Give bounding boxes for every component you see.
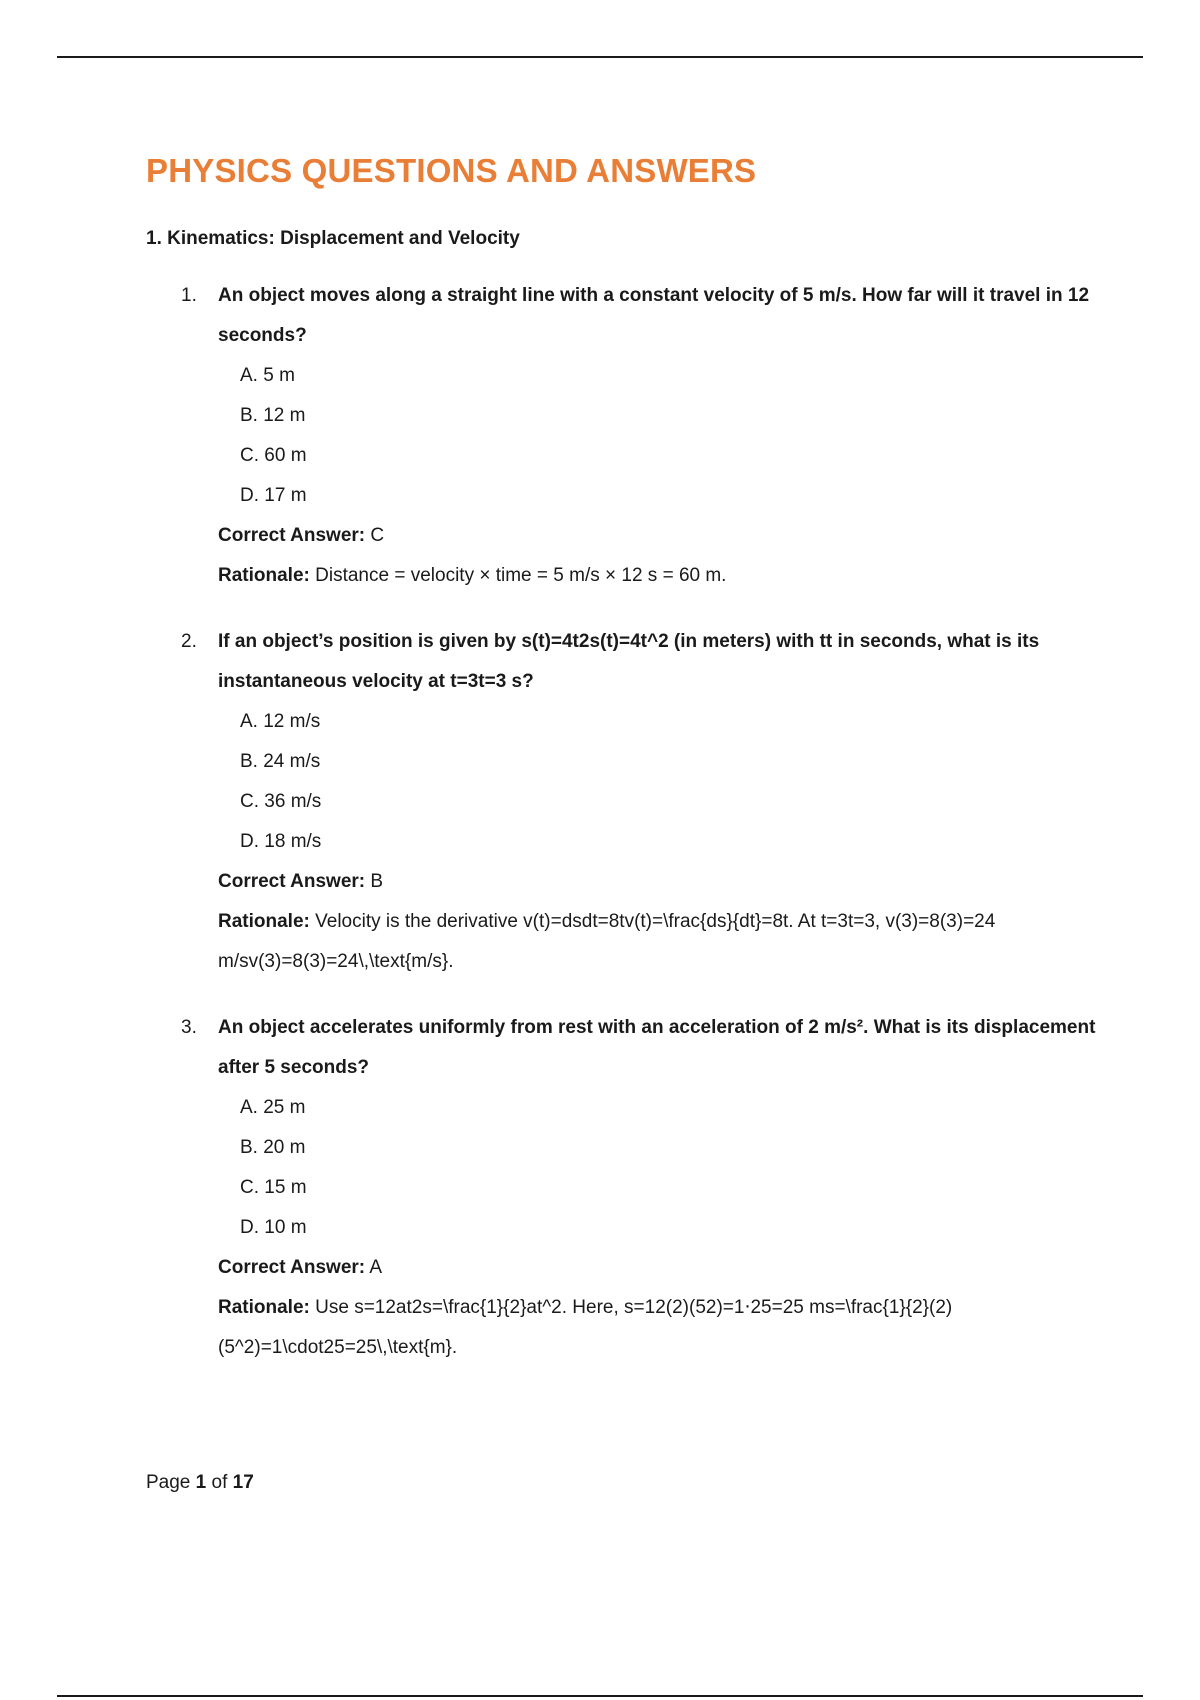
rationale-label: Rationale: (218, 565, 310, 586)
option-list (218, 702, 1096, 862)
question-1 (146, 276, 1096, 596)
answer-label: Correct Answer: (218, 871, 366, 892)
rationale (218, 556, 1096, 596)
rationale (218, 902, 1096, 982)
question-number: 3. (181, 1017, 197, 1038)
header-rule (57, 56, 1143, 58)
option-b: B. 20 m (240, 1137, 306, 1158)
answer-label: Correct Answer: (218, 1257, 366, 1278)
option-d: D. 18 m/s (240, 831, 322, 852)
rationale-text: Distance = velocity × time = 5 m/s × 12 s = 60 m. (315, 565, 727, 586)
total-pages: 17 (232, 1472, 254, 1493)
answer-label: Correct Answer: (218, 525, 366, 546)
document-title: PHYSICS QUESTIONS AND ANSWERS (146, 152, 757, 189)
rationale-text: Velocity is the derivative v(t)=dsdt=8tv(t)=\frac{ds}{dt}=8t. At t=3t=3, v(3)=8(3)=24 m/sv(3)=8(3)=24\,\text{m/s}. (218, 911, 996, 972)
option-b: B. 12 m (240, 405, 306, 426)
option-list (218, 1088, 1096, 1248)
rationale-text: Use s=12at2s=\frac{1}{2}at^2. Here, s=12(2)(52)=1⋅25=25 ms=\frac{1}{2}(2)(5^2)=1\cdot25=25\,\text{m}. (218, 1297, 953, 1358)
footer-rule (57, 1695, 1143, 1697)
question-number: 2. (181, 631, 197, 652)
question-text: An object moves along a straight line with a constant velocity of 5 m/s. How far will it travel in 12 seconds? (218, 285, 1090, 346)
option-c: C. 36 m/s (240, 791, 322, 812)
page-footer (146, 1468, 254, 1498)
question-list (146, 276, 1096, 1368)
document-body (146, 150, 1096, 1394)
rationale-label: Rationale: (218, 911, 310, 932)
question-text: An object accelerates uniformly from rest with an acceleration of 2 m/s². What is its displacement after 5 seconds? (218, 1017, 1096, 1078)
section-heading: 1. Kinematics: Displacement and Velocity (146, 228, 520, 249)
answer-value: B (370, 871, 384, 892)
question-text: If an object’s position is given by s(t)=4t2s(t)=4t^2 (in meters) with tt in seconds, what is its instantaneous velocity at t=3t=3 s? (218, 631, 1040, 692)
option-b: B. 24 m/s (240, 751, 321, 772)
page-word: Page (146, 1472, 191, 1493)
answer-value: C (370, 525, 385, 546)
correct-answer (218, 516, 1096, 556)
correct-answer (218, 1248, 1096, 1288)
option-a: A. 5 m (240, 365, 295, 386)
option-a: A. 25 m (240, 1097, 306, 1118)
option-d: D. 10 m (240, 1217, 307, 1238)
rationale-label: Rationale: (218, 1297, 310, 1318)
option-a: A. 12 m/s (240, 711, 321, 732)
option-d: D. 17 m (240, 485, 307, 506)
answer-value: A (369, 1257, 383, 1278)
current-page: 1 (195, 1472, 207, 1493)
rationale (218, 1288, 1096, 1368)
question-2 (146, 622, 1096, 982)
of-word: of (211, 1472, 228, 1493)
question-3 (146, 1008, 1096, 1368)
option-list (218, 356, 1096, 516)
option-c: C. 15 m (240, 1177, 307, 1198)
correct-answer (218, 862, 1096, 902)
option-c: C. 60 m (240, 445, 307, 466)
question-number: 1. (181, 285, 197, 306)
